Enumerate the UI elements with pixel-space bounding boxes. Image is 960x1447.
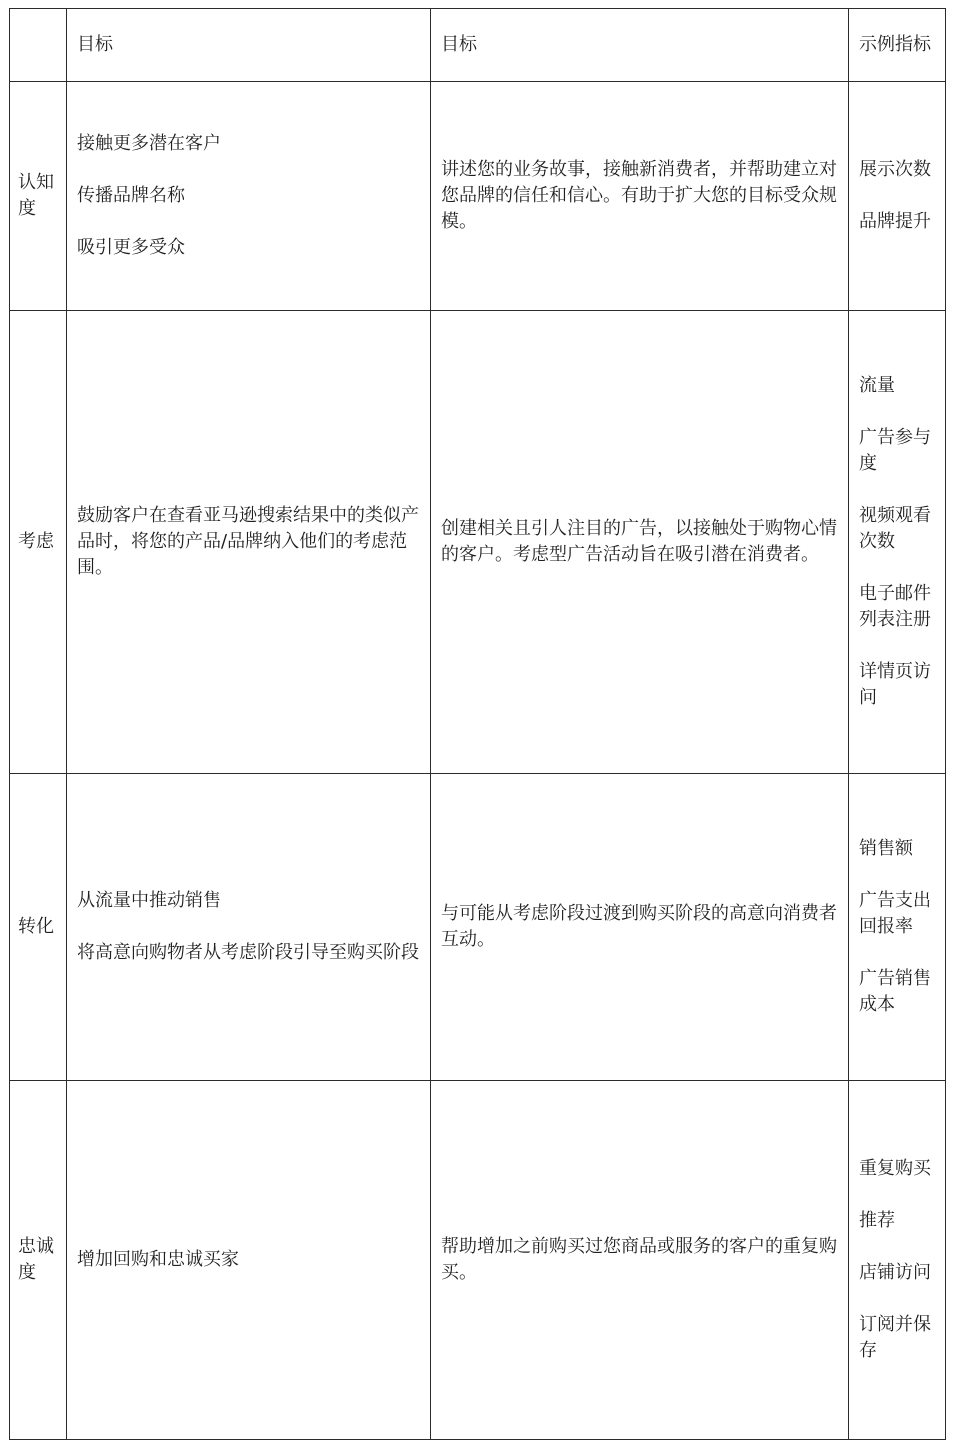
metric-text: 展示次数	[859, 159, 931, 180]
metric-text: 重复购买	[859, 1158, 931, 1179]
description-cell	[431, 311, 849, 774]
goal-text: 从流量中推动销售	[77, 890, 221, 911]
description-text: 与可能从考虑阶段过渡到购买阶段的高意向消费者互动。	[441, 903, 837, 950]
goal-cell	[67, 774, 431, 1081]
metric-text: 广告参与度	[859, 427, 931, 474]
metric-text: 广告支出回报率	[859, 890, 931, 937]
goal-text: 接触更多潜在客户	[77, 133, 221, 154]
metric-text: 视频观看次数	[859, 505, 931, 552]
metric-text: 电子邮件列表注册	[859, 583, 931, 630]
marketing-funnel-table	[9, 8, 946, 1440]
metrics-cell	[849, 82, 946, 311]
header-row	[10, 9, 946, 82]
metric-text: 店铺访问	[859, 1262, 931, 1283]
table-row	[10, 311, 946, 774]
goal-text: 将高意向购物者从考虑阶段引导至购买阶段	[77, 942, 419, 963]
description-text: 讲述您的业务故事，接触新消费者，并帮助建立对您品牌的信任和信心。有助于扩大您的目标受众规模。	[441, 159, 837, 232]
description-cell	[431, 774, 849, 1081]
metric-text: 详情页访问	[859, 661, 931, 708]
header-stage-cell	[10, 9, 67, 82]
metrics-cell	[849, 1081, 946, 1440]
metric-text: 流量	[859, 375, 895, 396]
metrics-cell	[849, 311, 946, 774]
stage-cell: 转化	[10, 774, 67, 1081]
stage-cell: 认知度	[10, 82, 67, 311]
metric-text: 订阅并保存	[859, 1314, 931, 1361]
metric-text: 广告销售成本	[859, 968, 931, 1015]
header-description-cell: 目标	[431, 9, 849, 82]
table-row	[10, 82, 946, 311]
goal-cell	[67, 311, 431, 774]
header-goal-cell: 目标	[67, 9, 431, 82]
table-row	[10, 1081, 946, 1440]
description-text: 帮助增加之前购买过您商品或服务的客户的重复购买。	[441, 1236, 837, 1283]
description-cell	[431, 82, 849, 311]
metrics-cell	[849, 774, 946, 1081]
table-row	[10, 774, 946, 1081]
stage-cell: 考虑	[10, 311, 67, 774]
description-cell	[431, 1081, 849, 1440]
header-metrics-cell: 示例指标	[849, 9, 946, 82]
description-text: 创建相关且引人注目的广告，以接触处于购物心情的客户。考虑型广告活动旨在吸引潜在消费者。	[441, 518, 837, 565]
goal-cell	[67, 1081, 431, 1440]
metric-text: 销售额	[859, 838, 913, 859]
goal-text: 传播品牌名称	[77, 185, 185, 206]
metric-text: 推荐	[859, 1210, 895, 1231]
goal-text: 鼓励客户在查看亚马逊搜索结果中的类似产品时，将您的产品/品牌纳入他们的考虑范围。	[77, 505, 419, 578]
goal-text: 吸引更多受众	[77, 237, 185, 258]
metric-text: 品牌提升	[859, 211, 931, 232]
goal-cell	[67, 82, 431, 311]
goal-text: 增加回购和忠诚买家	[77, 1249, 239, 1270]
stage-cell: 忠诚度	[10, 1081, 67, 1440]
